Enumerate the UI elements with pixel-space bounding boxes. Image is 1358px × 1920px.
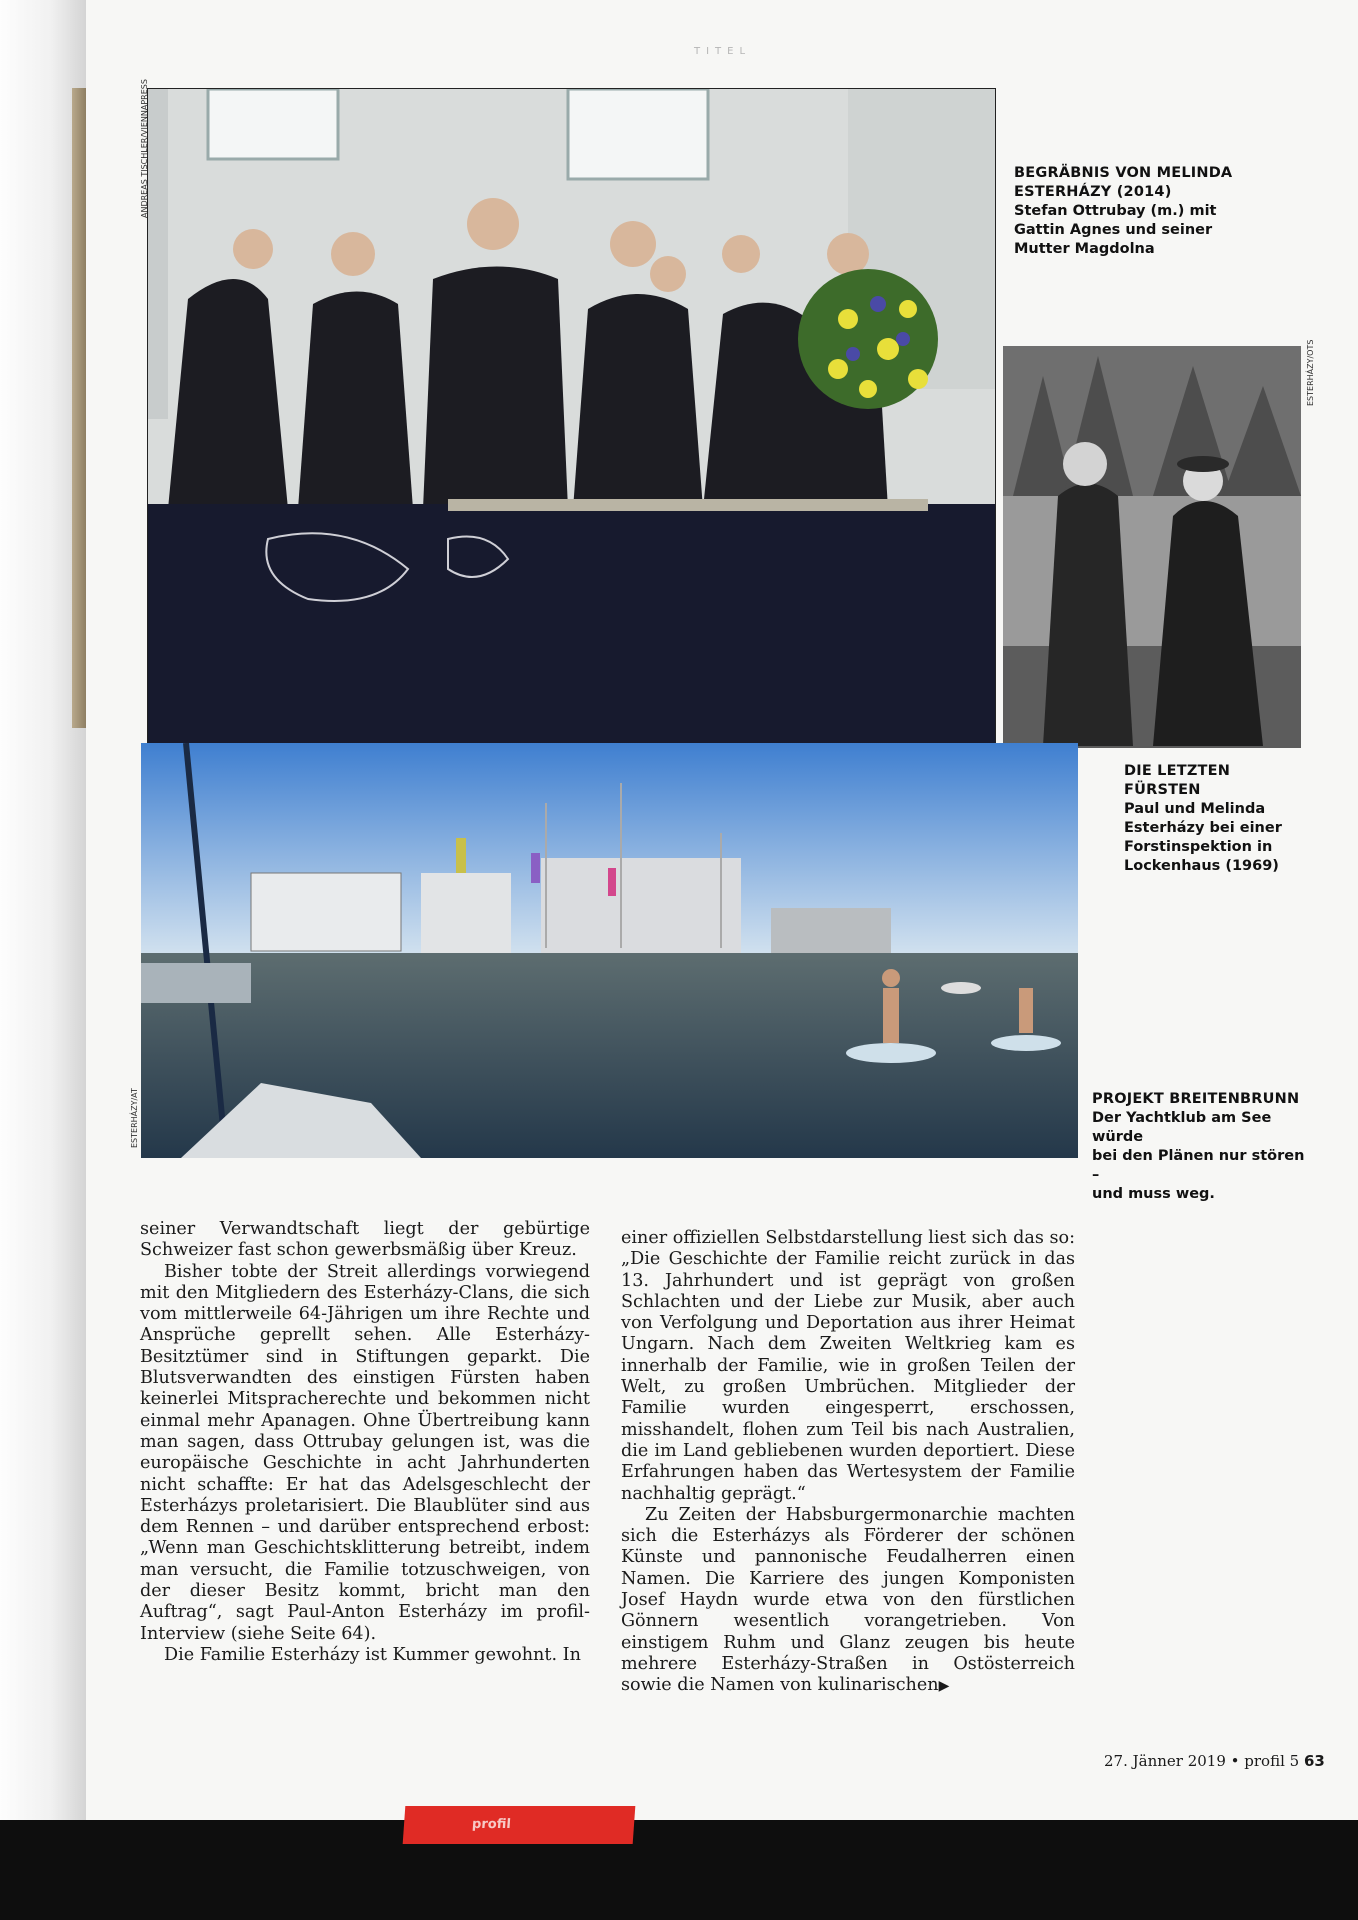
- right-paragraph-2-text: Zu Zeiten der Habsburgermonarchie machten sich die Esterházys als Förderer der schönen Künste und pannonische Feudalherren einen Namen. Die Karriere des jungen Komponisten Josef Haydn wurde etwa von den fürstlichen Gönnern wesentlich vorangetrieben. Von einstigem Ruhm und Glanz zeugen bis heute mehrere Esterházy-Straßen in Ostösterreich sowie die Namen von kulinarischen: [621, 1504, 1075, 1696]
- page-number: 63: [1303, 1752, 1325, 1770]
- article-right-column: [621, 1228, 1075, 1698]
- left-paragraph-2: Bisher tobte der Streit allerdings vorwiegend mit den Mitgliedern des Esterházy-Clans, die sich vom mittlerweile 64-Jährigen um ihre Rechte und Ansprüche geprellt sehen. Alle Esterházy-Besitztümer sind in Stiftungen geparkt. Die Blutsverwandten des einstigen Fürsten haben keinerlei Mitspracherechte und bekommen nicht einmal mehr Apanagen. Ohne Übertreibung kann man sagen, dass Ottrubay gelungen ist, was die europäische Geschichte in acht Jahrhunderten nicht schaffte: Er hat das Adelsgeschlecht der Esterházys proletarisiert. Die Blaublüter sind aus dem Rennen – und darüber entsprechend erbost: „Wenn man Geschichtsklitterung betreibt, indem man versucht, die Familie totzuschweigen, von der dieser Besitz kommt, bricht man den Auftrag“, sagt Paul-Anton Esterházy im profil-Interview (siehe Seite 64).: [140, 1261, 590, 1644]
- funeral-caption-text: Stefan Ottrubay (m.) mit Gattin Agnes und seiner Mutter Magdolna: [1014, 203, 1217, 257]
- lake-rendering-photo: [141, 743, 1078, 1158]
- funeral-photo-credit: ANDREAS TISCHLER/VIENNAPRESS: [140, 79, 149, 218]
- right-paragraph-1: einer offiziellen Selbstdarstellung liest sich das so: „Die Geschichte der Familie reicht zurück in das 13. Jahrhundert und ist geprägt von großen Schlachten und der Liebe zur Musik, aber auch von Verfolgung und Deportation aus ihrer Heimat Ungarn. Nach dem Zweiten Weltkrieg kam es innerhalb der Familie, wie in großen Teilen der Welt, zu großen Umbrüchen. Mitglieder der Familie wurden eingesperrt, erschossen, misshandelt, flohen zum Teil bis nach Australien, die im Land gebliebenen wurden deportiert. Diese Erfahrungen haben das Wertesystem der Familie nachhaltig geprägt.“: [621, 1228, 1076, 1504]
- right-paragraph-2: [621, 1505, 1075, 1698]
- left-paragraph-1: seiner Verwandtschaft liegt der gebürtige Schweizer fast schon gewerbsmäßig über Kreuz.: [140, 1219, 590, 1261]
- funeral-photo: [147, 88, 996, 745]
- issue-date: 27. Jänner 2019 • profil 5: [1104, 1752, 1300, 1770]
- binding-tab: [403, 1806, 636, 1844]
- left-paragraph-3: Die Familie Esterházy ist Kummer gewohnt. In: [164, 1644, 581, 1665]
- forest-caption-text: Paul und Melinda Esterházy bei einer Forstinspektion in Lockenhaus (1969): [1124, 801, 1282, 874]
- facing-page-edge: [72, 88, 86, 728]
- lake-photo-caption: [1092, 1090, 1312, 1204]
- section-header: TITEL: [694, 46, 752, 57]
- continue-arrow-icon: ▶: [938, 1678, 950, 1695]
- funeral-photo-caption: [1014, 164, 1254, 259]
- lake-photo-credit: ESTERHÁZY/AT: [130, 1088, 139, 1148]
- lake-caption-title: PROJEKT BREITENBRUNN: [1092, 1091, 1300, 1107]
- forest-photo-credit: ESTERHÁZY/OTS: [1306, 339, 1315, 406]
- funeral-caption-title: BEGRÄBNIS VON MELINDA ESTERHÁZY (2014): [1014, 165, 1233, 200]
- binding-tab-text: profil: [471, 1817, 512, 1832]
- lake-caption-text: Der Yachtklub am See würde bei den Plänen nur stören – und muss weg.: [1092, 1110, 1305, 1202]
- scan-bottom-border: [0, 1820, 1358, 1920]
- page-footer: [1104, 1752, 1325, 1770]
- forest-photo-caption: [1124, 762, 1294, 876]
- forest-caption-title: DIE LETZTEN FÜRSTEN: [1124, 763, 1231, 798]
- forest-photo: [1003, 346, 1301, 748]
- article-left-column: [140, 1219, 590, 1666]
